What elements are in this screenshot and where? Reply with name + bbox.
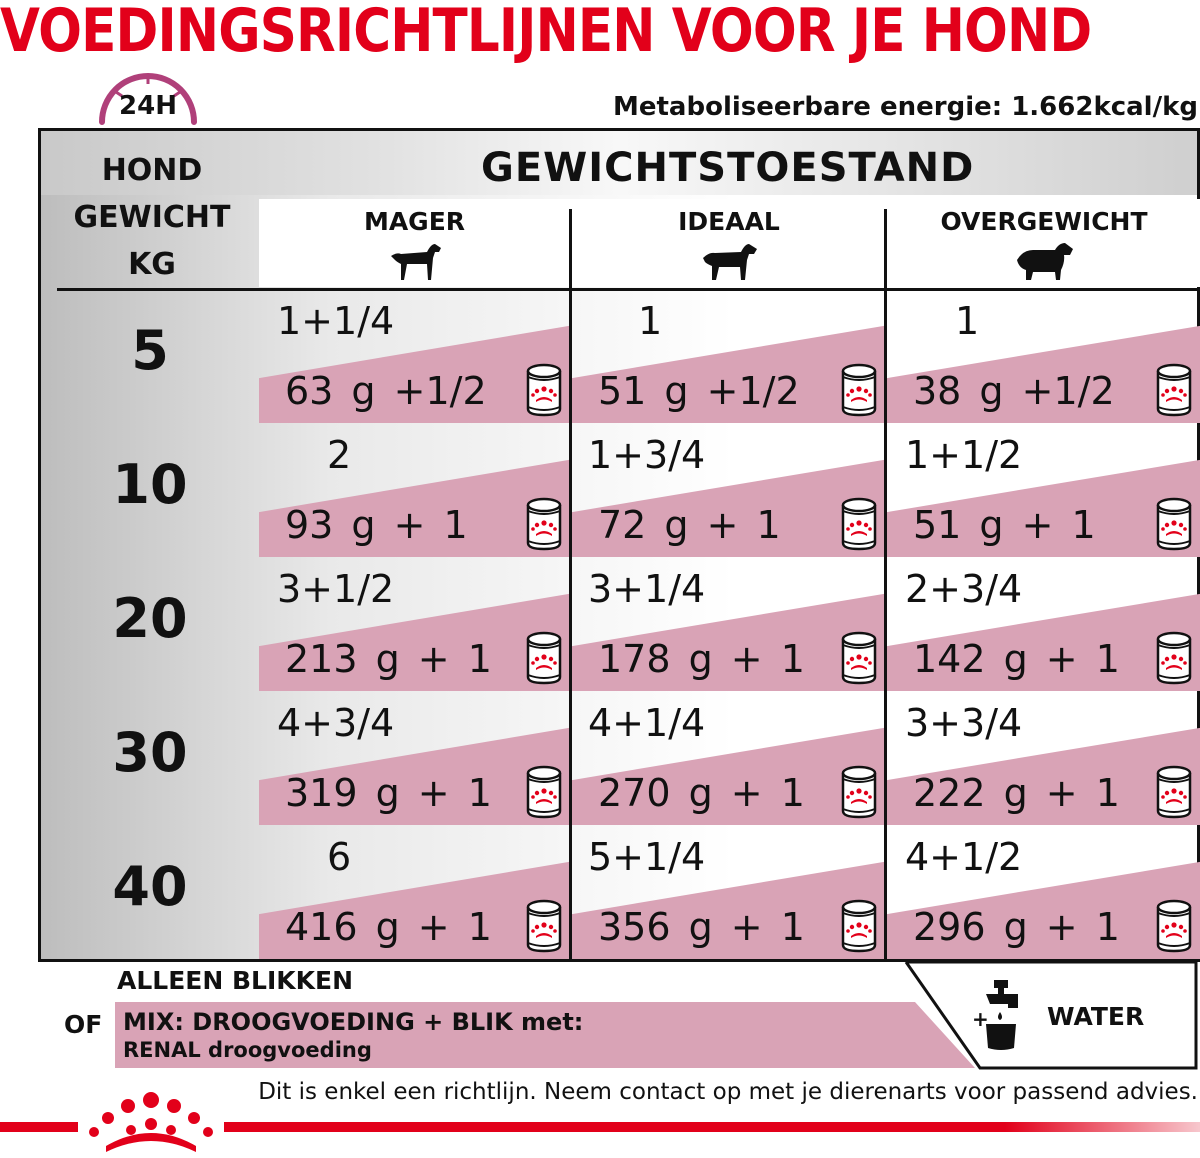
can-icon bbox=[840, 765, 878, 819]
feeding-cell bbox=[887, 291, 1200, 425]
feeding-cell bbox=[887, 693, 1200, 827]
column-head-lean bbox=[259, 199, 570, 287]
wet-food-amount: 51 g + 1 bbox=[913, 503, 1096, 547]
wet-food-amount: 38 g +1/2 bbox=[913, 369, 1115, 413]
wet-food-amount: 72 g + 1 bbox=[598, 503, 781, 547]
cans-only-label: ALLEEN BLIKKEN bbox=[117, 966, 354, 995]
feeding-cell bbox=[572, 693, 884, 827]
feeding-table bbox=[38, 128, 1200, 962]
can-icon bbox=[525, 497, 563, 551]
can-icon bbox=[840, 631, 878, 685]
dry-food-amount: 6 bbox=[327, 835, 352, 879]
can-icon bbox=[840, 899, 878, 953]
dry-food-amount: 2+3/4 bbox=[905, 567, 1023, 611]
column-head-overweight bbox=[888, 199, 1200, 287]
feeding-cell bbox=[572, 827, 884, 961]
disclaimer: Dit is enkel een richtlijn. Neem contact op met je dierenarts voor passend advies. bbox=[258, 1079, 1198, 1105]
wet-food-amount: 213 g + 1 bbox=[285, 637, 492, 681]
dry-food-amount: 1 bbox=[955, 299, 980, 343]
feeding-cell bbox=[572, 425, 884, 559]
clock-24h-icon bbox=[96, 62, 200, 128]
can-icon bbox=[840, 497, 878, 551]
royal-canin-crown-logo bbox=[86, 1090, 216, 1154]
can-icon bbox=[1155, 899, 1193, 953]
mix-line-2: RENAL droogvoeding bbox=[123, 1038, 372, 1062]
metabolizable-energy: Metaboliseerbare energie: 1.662kcal/kg bbox=[612, 92, 1198, 122]
dog-overweight-icon bbox=[1013, 240, 1075, 284]
bottom-rule-left bbox=[0, 1122, 78, 1132]
can-icon bbox=[840, 363, 878, 417]
page-title: VOEDINGSRICHTLIJNEN VOOR JE HOND bbox=[0, 0, 1092, 66]
svg-text:+: + bbox=[972, 1007, 989, 1031]
feeding-cell bbox=[259, 559, 569, 693]
feeding-cell bbox=[259, 425, 569, 559]
wet-food-amount: 296 g + 1 bbox=[913, 905, 1120, 949]
dry-food-amount: 5+1/4 bbox=[588, 835, 706, 879]
feeding-cell bbox=[572, 559, 884, 693]
can-icon bbox=[1155, 497, 1193, 551]
wet-food-amount: 51 g +1/2 bbox=[598, 369, 800, 413]
dog-weight-header-line2: GEWICHT bbox=[73, 200, 231, 235]
row-weight-10: 10 bbox=[112, 453, 188, 516]
can-icon bbox=[525, 363, 563, 417]
feeding-cell bbox=[259, 827, 569, 961]
wet-food-amount: 270 g + 1 bbox=[598, 771, 805, 815]
column-head-ideal bbox=[573, 199, 885, 287]
dry-food-amount: 1+1/4 bbox=[277, 299, 395, 343]
row-weight-20: 20 bbox=[112, 587, 188, 650]
can-icon bbox=[1155, 363, 1193, 417]
wet-food-amount: 93 g + 1 bbox=[285, 503, 468, 547]
dog-weight-header-line1: HOND bbox=[101, 153, 203, 188]
dry-food-amount: 3+1/2 bbox=[277, 567, 395, 611]
can-icon bbox=[1155, 765, 1193, 819]
row-weight-30: 30 bbox=[112, 721, 188, 784]
dog-lean-icon bbox=[387, 240, 443, 284]
mix-line-1: MIX: DROOGVOEDING + BLIK met: bbox=[123, 1008, 584, 1036]
dog-weight-header-line3: KG bbox=[128, 247, 176, 282]
wet-food-amount: 356 g + 1 bbox=[598, 905, 805, 949]
bottom-rule-right bbox=[224, 1122, 1200, 1132]
water-label: WATER bbox=[1047, 1002, 1145, 1031]
can-icon bbox=[525, 765, 563, 819]
can-icon bbox=[1155, 631, 1193, 685]
feeding-cell bbox=[887, 425, 1200, 559]
dry-food-amount: 3+3/4 bbox=[905, 701, 1023, 745]
feeding-cell bbox=[259, 693, 569, 827]
column-header-row bbox=[259, 199, 1200, 287]
dry-food-amount: 3+1/4 bbox=[588, 567, 706, 611]
wet-food-amount: 178 g + 1 bbox=[598, 637, 805, 681]
weight-state-header: GEWICHTSTOESTAND bbox=[481, 145, 975, 191]
wet-food-amount: 319 g + 1 bbox=[285, 771, 492, 815]
dog-ideal-icon bbox=[699, 240, 759, 284]
clock-label: 24H bbox=[119, 91, 177, 121]
column-label-overweight: OVERGEWICHT bbox=[940, 207, 1148, 236]
can-icon bbox=[525, 899, 563, 953]
column-label-lean: MAGER bbox=[363, 207, 466, 236]
wet-food-amount: 142 g + 1 bbox=[913, 637, 1120, 681]
dry-food-amount: 2 bbox=[327, 433, 352, 477]
dry-food-amount: 4+1/4 bbox=[588, 701, 706, 745]
wet-food-amount: 63 g +1/2 bbox=[285, 369, 487, 413]
wet-food-amount: 222 g + 1 bbox=[913, 771, 1120, 815]
column-label-ideal: IDEAAL bbox=[678, 207, 780, 236]
dog-weight-header bbox=[57, 147, 247, 288]
dry-food-amount: 1+1/2 bbox=[905, 433, 1023, 477]
can-icon bbox=[525, 631, 563, 685]
or-label: OF bbox=[64, 1010, 103, 1039]
feeding-cell bbox=[887, 827, 1200, 961]
dry-food-amount: 4+3/4 bbox=[277, 701, 395, 745]
feeding-cell bbox=[572, 291, 884, 425]
feeding-cell bbox=[259, 291, 569, 425]
row-weight-5: 5 bbox=[131, 319, 169, 382]
dry-food-amount: 1 bbox=[638, 299, 663, 343]
row-weight-40: 40 bbox=[112, 855, 188, 918]
water-tap-icon bbox=[972, 980, 1018, 1050]
feeding-cell bbox=[887, 559, 1200, 693]
wet-food-amount: 416 g + 1 bbox=[285, 905, 492, 949]
dry-food-amount: 1+3/4 bbox=[588, 433, 706, 477]
dry-food-amount: 4+1/2 bbox=[905, 835, 1023, 879]
